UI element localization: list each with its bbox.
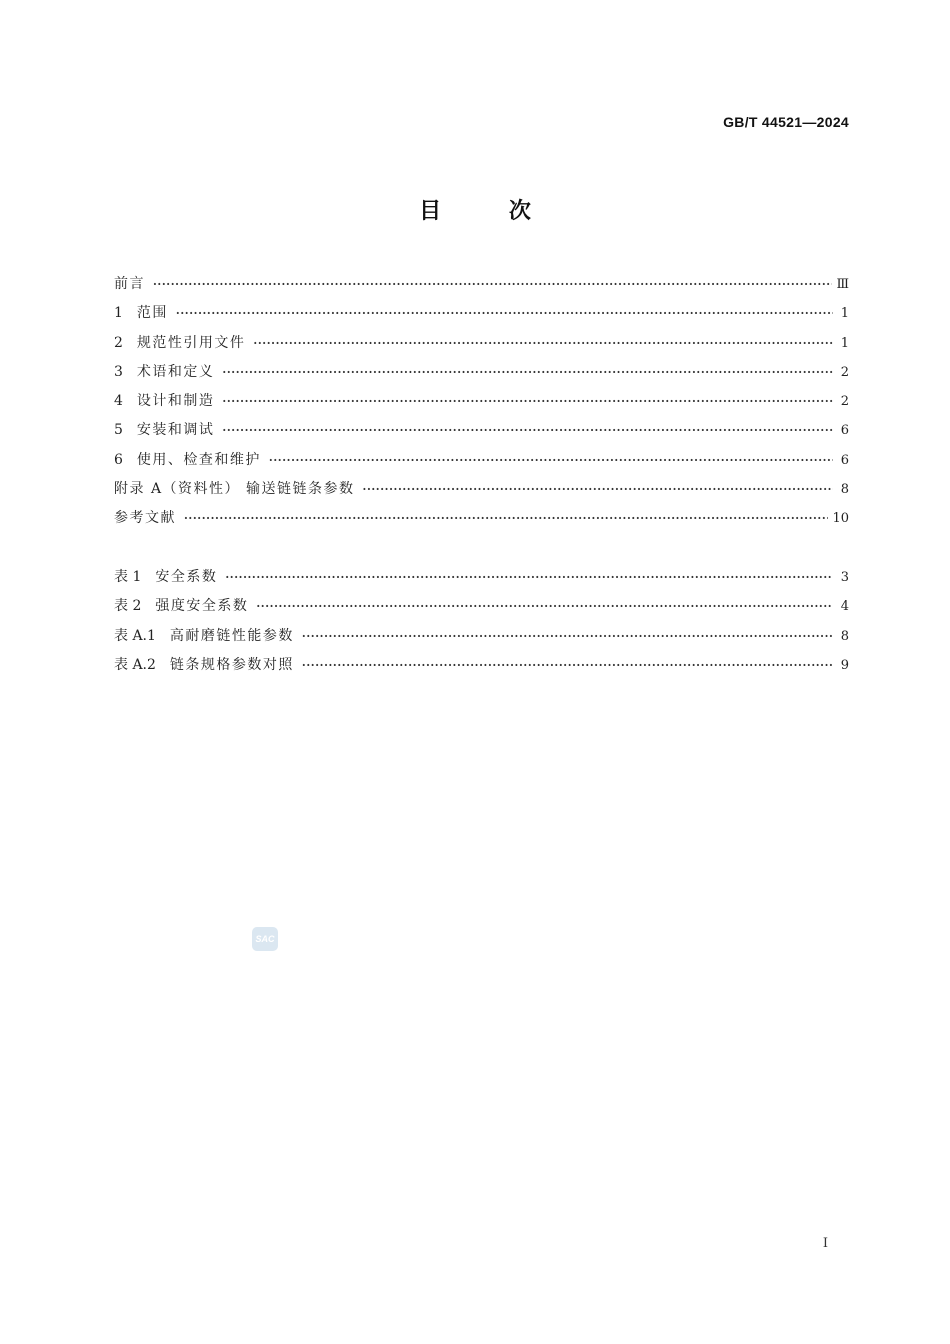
toc-entry-scope[interactable] bbox=[114, 301, 849, 330]
toc-entry-page: 1 bbox=[840, 306, 849, 322]
toc-table-page: 8 bbox=[840, 628, 849, 644]
toc-table-page: 3 bbox=[840, 570, 849, 585]
toc-table-label: 链条规格参数对照 bbox=[169, 656, 294, 673]
toc-entry-number: 5 bbox=[114, 422, 123, 439]
toc-table-label: 高耐磨链性能参数 bbox=[169, 627, 294, 644]
toc-leader-dots bbox=[222, 361, 833, 385]
toc-entry-terms-definitions[interactable] bbox=[114, 360, 849, 389]
toc-leader-dots bbox=[184, 507, 828, 531]
toc-entry-normative-references[interactable] bbox=[114, 331, 849, 360]
toc-table-label: 安全系数 bbox=[155, 569, 218, 585]
toc-list bbox=[114, 272, 849, 536]
toc-table-number: 表 A.2 bbox=[114, 656, 156, 673]
toc-table-page: 4 bbox=[840, 599, 849, 615]
toc-leader-dots bbox=[302, 625, 833, 649]
toc-table-number: 表 1 bbox=[114, 569, 142, 585]
toc-entry-number: 4 bbox=[114, 393, 123, 410]
toc-leader-dots bbox=[222, 419, 833, 443]
toc-entry-label: 参考文献 bbox=[114, 510, 176, 527]
toc-entry-label: 附录 A（资料性） 输送链链条参数 bbox=[114, 481, 355, 498]
page-number: I bbox=[822, 1236, 828, 1251]
toc-leader-dots bbox=[302, 654, 833, 678]
toc-leader-dots bbox=[225, 566, 833, 590]
toc-entry-label: 前言 bbox=[114, 276, 145, 292]
toc-leader-dots bbox=[176, 302, 833, 326]
toc-entry-label: 设计和制造 bbox=[136, 393, 215, 410]
toc-table-a2[interactable] bbox=[114, 653, 849, 682]
toc-entry-number: 1 bbox=[114, 305, 123, 322]
toc-entry-page: 8 bbox=[840, 482, 849, 498]
toc-leader-dots bbox=[269, 449, 833, 473]
toc-table-1[interactable] bbox=[114, 565, 849, 594]
toc-entry-number: 2 bbox=[114, 334, 123, 351]
toc-table-list bbox=[114, 565, 849, 682]
toc-entry-annex-a[interactable] bbox=[114, 477, 849, 506]
sac-logo-watermark: SAC bbox=[252, 927, 278, 951]
toc-entry-page: 1 bbox=[840, 335, 849, 351]
toc-entry-page: 10 bbox=[832, 511, 849, 527]
toc-entry-page: 6 bbox=[840, 452, 849, 468]
toc-entry-label: 安装和调试 bbox=[136, 422, 215, 439]
toc-entry-label: 规范性引用文件 bbox=[136, 334, 246, 351]
toc-table-number: 表 A.1 bbox=[114, 627, 156, 644]
title-char-1: 目 bbox=[419, 199, 442, 224]
toc-entry-page: Ⅲ bbox=[836, 277, 849, 292]
toc-entry-foreword[interactable] bbox=[114, 272, 849, 301]
toc-entry-label: 术语和定义 bbox=[136, 363, 215, 380]
toc-entry-installation-commissioning[interactable] bbox=[114, 418, 849, 447]
standard-code: GB/T 44521—2024 bbox=[723, 114, 849, 130]
toc-entry-number: 3 bbox=[114, 363, 123, 380]
toc-entry-label: 使用、检查和维护 bbox=[136, 451, 261, 468]
toc-table-2[interactable] bbox=[114, 594, 849, 623]
toc-entry-number: 6 bbox=[114, 451, 123, 468]
toc-leader-dots bbox=[256, 595, 833, 619]
page-title bbox=[0, 194, 950, 225]
toc-entry-label: 范围 bbox=[136, 305, 168, 322]
toc-table-a1[interactable] bbox=[114, 624, 849, 653]
toc-leader-dots bbox=[363, 478, 833, 502]
toc-table-page: 9 bbox=[840, 657, 849, 673]
toc-entry-page: 2 bbox=[840, 394, 849, 410]
toc-entry-use-inspection-maintenance[interactable] bbox=[114, 448, 849, 477]
title-char-2: 次 bbox=[508, 199, 531, 224]
toc-table-label: 强度安全系数 bbox=[155, 598, 249, 615]
toc-table-number: 表 2 bbox=[114, 598, 142, 615]
toc-entry-page: 6 bbox=[840, 423, 849, 439]
toc-leader-dots bbox=[153, 273, 832, 297]
toc-leader-dots bbox=[222, 390, 833, 414]
toc-leader-dots bbox=[253, 332, 833, 356]
toc-entry-bibliography[interactable] bbox=[114, 506, 849, 535]
toc-entry-design-manufacture[interactable] bbox=[114, 389, 849, 418]
toc-entry-page: 2 bbox=[840, 364, 849, 380]
